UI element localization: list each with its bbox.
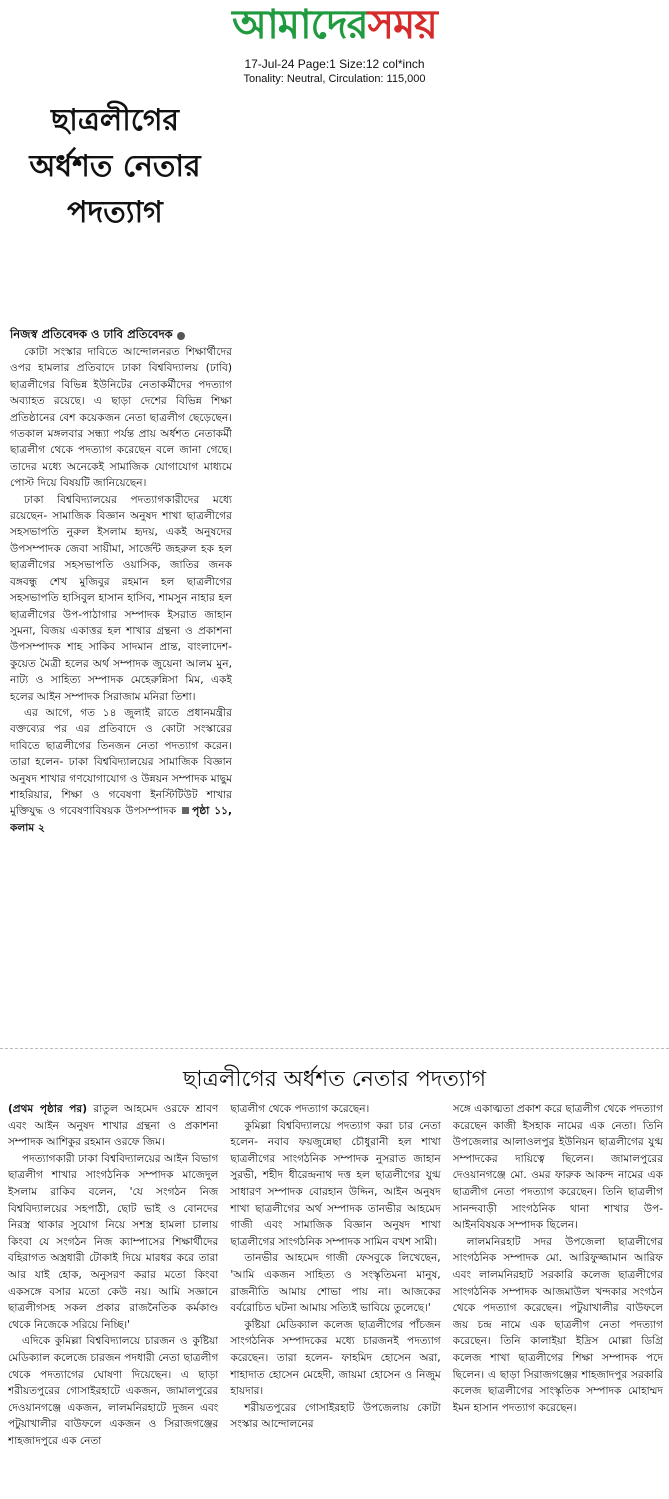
article-byline: [10, 326, 232, 345]
article-paragraph: কুষ্টিয়া মেডিক্যাল কলেজ ছাত্রলীগের পাঁচজন সাংগঠনিক সম্পাদকের মধ্যে চারজনই পদত্যাগ করেছেন। তারা হলেন- ফাহমিদ হোসেন অরা, শাহাদাত হোসেন মেহেদী, জায়মা হোসেন ও নিজুম হায়দার।: [230, 1318, 441, 1398]
article-body: [10, 344, 232, 1034]
article-paragraph: কোটা সংস্কার দাবিতে আন্দোলনরত শিক্ষার্থীদের ওপর হামলার প্রতিবাদে ঢাকা বিশ্ববিদ্যালয় (ঢাবি) ছাত্রলীগের বিভিন্ন ইউনিটের নেতাকর্মীদের পদত্যাগ অব্যাহত রয়েছে। এ ছাড়া দেশের বিভিন্ন শিক্ষা প্রতিষ্ঠানের বেশ কয়েকজন নেতা ছাত্রলীগ ছেড়েছেন। গতকাল মঙ্গলবার সন্ধ্যা পর্যন্ত প্রায় অর্ধশত নেতাকর্মী ছাত্রলীগ থেকে পদত্যাগ করেছেন বলে জানা গেছে। তাদের মধ্যে অনেকেই সামাজিক যোগাযোগ মাধ্যমে পোস্ট দিয়ে বিষয়টি জানিয়েছেন।: [10, 346, 232, 490]
article-paragraph: পদত্যাগকারী ঢাকা বিশ্ববিদ্যালয়ের আইন বিভাগ ছাত্রলীগ শাখার সাংগঠনিক সম্পাদক মাজেদুল ইসলাম রাকিব বলেন, 'যে সংগঠন নিজ বিশ্ববিদ্যালয়ের সহপাঠী, ছোট ভাই ও বোনদের নিরস্ত্র থাকার সুযোগ নিয়ে সশস্ত্র হামলা চালায় কিংবা যে সংগঠন নিজ ক্যাম্পাসের শিক্ষার্থীদের বহিরাগত অস্ত্রধারী টোকাই দিয়ে মারধর করে তারা আর যাই হোক, অনুসরণ করার মতো কিংবা একসঙ্গে বসার মতো কেউ নয়। আমি সজ্ঞানে ছাত্রলীগসহ সকল প্রকার রাজনৈতিক কর্মকাণ্ড থেকে নিজেকে সরিয়ে নিচ্ছি।': [8, 1152, 219, 1331]
headline-line: পদত্যাগ: [67, 195, 163, 230]
article-paragraph: তানভীর আহমেদ গাজী ফেসবুকে লিখেছেন, 'আমি একজন সাহিত্য ও সংস্কৃতিমনা মানুষ, রাজনীতি আমায় শোভা পায় না। আজকের বর্বরোচিত ঘটনা আমায় সত্যিই ভাবিয়ে তুলেছে।': [230, 1252, 441, 1315]
continuation-headline: ছাত্রলীগের অর্ধশত নেতার পদত্যাগ: [182, 1067, 487, 1092]
headline-line: অর্ধশত নেতার: [29, 149, 201, 184]
continuation-column-2: [230, 1101, 440, 1491]
article-paragraph: ছাত্রলীগ থেকে পদত্যাগ করেছেন।: [230, 1103, 370, 1115]
clip-meta-date-page: 17-Jul-24 Page:1 Size:12 col*inch: [244, 57, 425, 71]
continuation-article: [0, 1065, 669, 1499]
headline-line: ছাত্রলীগের: [50, 103, 180, 138]
logo-part-1: আমাদের: [232, 2, 368, 48]
logo-part-2: সময়: [367, 2, 437, 48]
article-paragraph-text: রাতুল আহমেদ ওরফে শ্রাবণ এবং আইন অনুষদ শাখার গ্রন্থনা ও প্রকাশনা সম্পাদক আশিকুর রহমান ওরফে জিম।: [8, 1103, 219, 1149]
article-paragraph: ঢাকা বিশ্ববিদ্যালয়ের পদত্যাগকারীদের মধ্যে রয়েছেন- সামাজিক বিজ্ঞান অনুষদ শাখা ছাত্রলীগের সহসভাপতি নুরুল ইসলাম হৃদয়, একই অনুষদের উপসম্পাদক জেবা সায়ীমা, সার্জেন্ট জহরুল হক হল ছাত্রলীগের সহসভাপতি ওয়াসিক, জাতির জনক বঙ্গবন্ধু শেখ মুজিবুর রহমান হল ছাত্রলীগের সহসভাপতি হাসিবুল হাসান হাসিব, শামসুন নাহার হল ছাত্রলীগের উপ-পাঠাগার সম্পাদক ইসরাত জাহান সুমনা, বিজয় একাত্তর হল শাখার গ্রন্থনা ও প্রকাশনা উপসম্পাদক শাহ সাকিব সাদমান প্রান্ত, বাংলাদেশ-কুয়েত মৈত্রী হলের অর্থ সম্পাদক জুয়েনা আলম মুন, নাট্য ও সাহিত্য সম্পাদক মেহেরুন্নিসা মিম, একই হলের আইন সম্পাদক সিরাজাম মনিরা তিশা।: [10, 493, 232, 703]
article-paragraph: এদিকে কুমিল্লা বিশ্ববিদ্যালয়ে চারজন ও কুষ্টিয়া মেডিক্যাল কলেজে চারজন পদধারী নেতা ছাত্রলীগ থেকে পদত্যাগের ঘোষণা দিয়েছেন। এ ছাড়া শরীয়তপুরের গোসাইরহাটে একজন, জামালপুরের দেওয়ানগঞ্জে একজন, লালমনিরহাটে দুজন এবং পটুয়াখালীর বাউফলে একজন ও সিরাজগঞ্জের শাহজাদপুরে এক নেতা: [8, 1335, 219, 1447]
article-paragraph: [10, 705, 232, 836]
clip-meta-tonality: Tonality: Neutral, Circulation: 115,000: [243, 73, 426, 85]
continuation-columns: [8, 1101, 663, 1491]
continuation-column-3: [453, 1101, 663, 1491]
bullet-icon: [177, 332, 185, 340]
square-bullet-icon: [182, 807, 189, 814]
article-paragraph: শরীয়তপুরের গোসাইরহাট উপজেলায় কোটা সংস্কার আন্দোলনের: [230, 1401, 441, 1431]
article-paragraph-text: এর আগে, গত ১৪ জুলাই রাতে প্রধানমন্ত্রীর বক্তব্যের পর এর প্রতিবাদে ও কোটা সংস্কারের দাবিতে ছাত্রলীগের তিনজন নেতা পদত্যাগ করেন। তারা হলেন- ঢাকা বিশ্ববিদ্যালয়ের সামাজিক বিজ্ঞান অনুষদ শাখার গণযোগাযোগ ও উন্নয়ন সম্পাদক মাছুম শাহরিয়ার, শিক্ষা ও গবেষণা ইনস্টিটিউট শাখার মুক্তিযুদ্ধ ও গবেষণাবিষয়ক উপসম্পাদক: [10, 706, 232, 818]
article-headline: [0, 98, 230, 236]
byline-text: নিজস্ব প্রতিবেদক ও ঢাবি প্রতিবেদক: [10, 327, 173, 341]
newspaper-logo: [0, 2, 669, 48]
article-paragraph: [8, 1101, 218, 1151]
article-paragraph: কুমিল্লা বিশ্ববিদ্যালয়ে পদত্যাগ করা চার নেতা হলেন- নবাব ফয়জুন্নেছা চৌধুরানী হল শাখা ছাত্রলীগের সাংগঠনিক সম্পাদক নুসরাত জাহান সুরভী, শহীদ ধীরেন্দ্রনাথ দত্ত হল ছাত্রলীগের যুগ্ম সাধারণ সম্পাদক বোরহান উদ্দিন, আইন অনুষদ শাখা ছাত্রলীগের অর্থ সম্পাদক তানভীর আহমেদ গাজী এবং সামাজিক বিজ্ঞান অনুষদ শাখা ছাত্রলীগের সাংগঠনিক সম্পাদক সামিন বখশ সামী।: [230, 1119, 441, 1248]
masthead: [0, 2, 669, 48]
continued-from-label: (প্রথম পৃষ্ঠার পর): [8, 1103, 87, 1115]
clip-separator: [0, 1048, 669, 1049]
continued-reference-text: পৃষ্ঠা ১১, কলাম ২: [10, 805, 232, 834]
front-page-article: [0, 90, 232, 1035]
article-paragraph: লালমনিরহাট সদর উপজেলা ছাত্রলীগের সাংগঠনিক সম্পাদক মো. আরিফুজ্জামান আরিফ এবং লালমনিরহাট সরকারি কলেজ ছাত্রলীগের সাংগঠনিক সম্পাদক আজমাউল খন্দকার সংগঠন থেকে পদত্যাগ করেছেন। পটুয়াখালীর বাউফলে জয় চন্দ্র নামে এক ছাত্রলীগ নেতা পদত্যাগ করেছেন। তিনি কালাইয়া ইদ্রিস মোল্লা ডিগ্রি কলেজ শাখা ছাত্রলীগের শিক্ষা সম্পাদক পদে ছিলেন। এ ছাড়া সিরাজগঞ্জের শাহজাদপুর সরকারি কলেজ ছাত্রলীগের সাংস্কৃতিক সম্পাদক মোহাম্মদ ইমন হাসান পদত্যাগ করেছেন।: [452, 1235, 663, 1414]
article-paragraph: সঙ্গে একাত্মতা প্রকাশ করে ছাত্রলীগ থেকে পদত্যাগ করেছেন কাজী ইসহাক নামের এক নেতা। তিনি উপজেলার আলাওলপুর ইউনিয়ন ছাত্রলীগের যুগ্ম সম্পাদকের দায়িত্বে ছিলেন। জামালপুরের দেওয়ানগঞ্জে মো. ওমর ফারুক আকন্দ নামের এক ছাত্রলীগ নেতা পদত্যাগ করেছেন। তিনি ছাত্রলীগ সানন্দবাড়ী সাংগঠনিক থানা শাখার উপ-আইনবিষয়ক সম্পাদক ছিলেন।: [452, 1103, 663, 1232]
continuation-column-1: [8, 1101, 218, 1491]
